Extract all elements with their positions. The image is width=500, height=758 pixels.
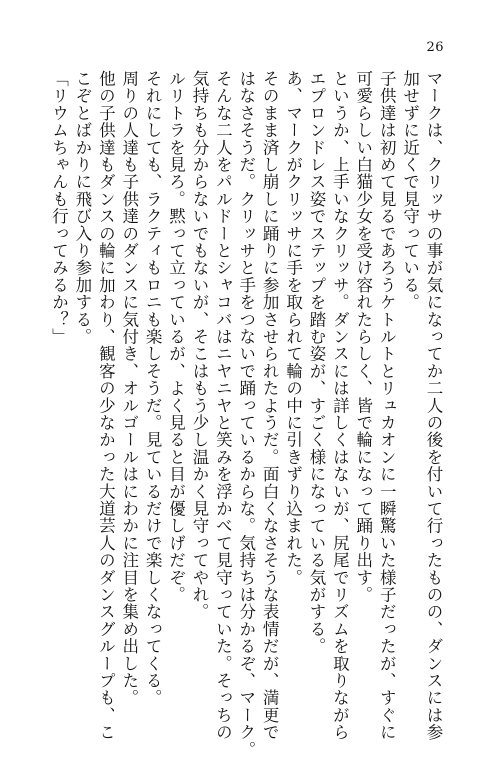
text-line: 子供達は初めて見るであろうケトルトとリュカオンに一瞬驚いた様子だったが、すぐに	[377, 70, 397, 741]
text-line: そんな二人をパルドーとシャコバはニヤニヤと笑みを浮かべて見守っていた。そっちの	[213, 70, 233, 741]
page-number: 26	[426, 40, 444, 55]
text-line: 加せずに近くで見守っている。	[400, 70, 420, 311]
text-line: 周りの人達も子供達のダンスに気付き、オルゴールはにわかに注目を集め出した。	[119, 70, 139, 707]
text-line: ルリトラを見ろ。黙って立っているが、よく見ると目が優しげだぞ。	[166, 70, 186, 604]
text-line: そのまま済し崩しに踊りに参加させられたようだ。面白くなさそうな表情だが、満更で	[260, 70, 280, 741]
text-line: 他の子供達もダンスの輪に加わり、観客の少なかった大道芸人のダンスグループも、こ	[96, 70, 116, 741]
text-line: 可愛らしい白猫少女を受け容れたらしく、皆で輪になって踊り出す。	[353, 70, 373, 604]
text-line: マークは、クリッサの事が気になってか二人の後を付いて行ったものの、ダンスには参	[424, 70, 443, 741]
text-line: はなさそうだ。クリッサと手をつないで踊っているからな。気持ちは分かるぞ、マーク。	[236, 70, 256, 758]
body-text	[45, 70, 445, 758]
text-line: こぞとばかりに飛び入り参加する。	[72, 70, 92, 346]
text-line: あ、マークがクリッサに手を取られて輪の中に引きずり込まれた。	[283, 70, 303, 586]
text-line: 「リウムちゃんも行ってみるか？」	[49, 70, 69, 346]
text-line: それにしても、ラクティもロニも楽しそうだ。見ているだけで楽しくなってくる。	[143, 70, 163, 707]
text-line: エプロンドレス姿でステップを踏む姿が、すごく様になっている気がする。	[306, 70, 326, 655]
text-line: というか、上手いなクリッサ。ダンスには詳しくはないが、尻尾でリズムを取りながら	[330, 70, 350, 741]
text-line: 気持ちも分からないでもないが、そこはもう少し温かく見守ってやれ。	[189, 70, 209, 621]
